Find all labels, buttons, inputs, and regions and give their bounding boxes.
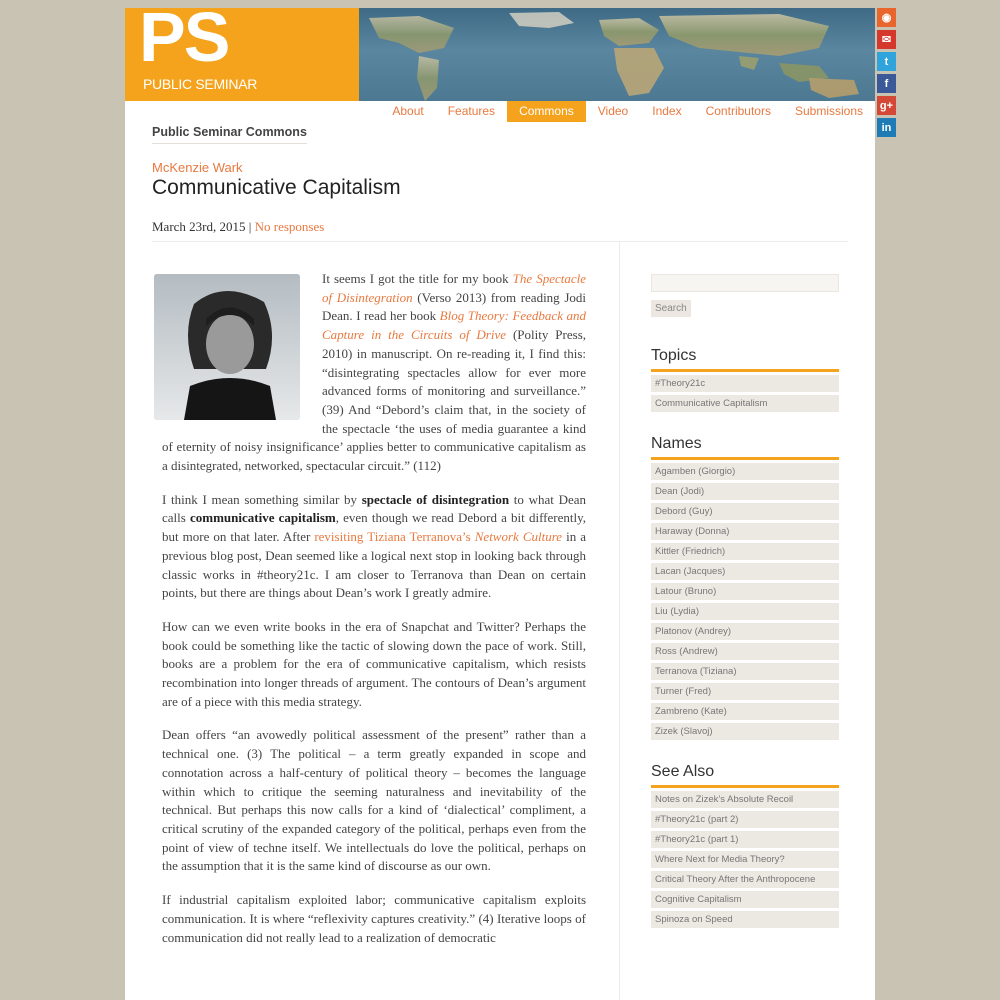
name-tag[interactable]: Lacan (Jacques)	[651, 563, 839, 580]
name-tag[interactable]: Kittler (Friedrich)	[651, 543, 839, 560]
nav-features[interactable]: Features	[447, 104, 496, 118]
name-tag[interactable]: Zambreno (Kate)	[651, 703, 839, 720]
post-meta	[152, 219, 324, 235]
name-tag[interactable]: Haraway (Donna)	[651, 523, 839, 540]
topic-tag[interactable]: #Theory21c	[651, 375, 839, 392]
topics-title: Topics	[651, 347, 839, 372]
responses-link[interactable]: No responses	[254, 219, 325, 234]
nav-about[interactable]: About	[392, 104, 424, 118]
post-author[interactable]: McKenzie Wark	[152, 160, 243, 175]
name-tag[interactable]: Platonov (Andrey)	[651, 623, 839, 640]
name-tag[interactable]: Turner (Fred)	[651, 683, 839, 700]
portrait-image	[154, 274, 300, 420]
see-also-link[interactable]: Critical Theory After the Anthropocene	[651, 871, 839, 888]
page	[125, 8, 875, 1000]
article-paragraph-2: I think I mean something similar by spectacle of disintegration to what Dean calls communicative capitalism, even though we read Debord a bit differently, but more on that later. After revisiting Tiziana Terranova’s Network Culture in a previous blog post, Dean seemed like a logical next stop in looking back through classic works in #theory21c. I am closer to Terranova than Dean on certain points, but there are things about Dean’s work I greatly admire.	[162, 491, 587, 601]
name-tag[interactable]: Latour (Bruno)	[651, 583, 839, 600]
nav-index[interactable]: Index	[652, 104, 682, 118]
site-logo[interactable]	[125, 8, 359, 101]
names-title: Names	[651, 435, 839, 460]
article-paragraph-5: If industrial capitalism exploited labor; communicative capitalism exploits communication. It is where “reflexivity captures creativity.” (4) Iterative loops of communication did not really lead to a realization of democratic	[162, 892, 586, 945]
nav-submissions[interactable]: Submissions	[794, 104, 863, 118]
world-map-graphic	[359, 8, 875, 101]
see-also-link[interactable]: Notes on Zizek’s Absolute Recoil	[651, 791, 839, 808]
column-divider	[619, 242, 620, 1000]
see-also-link[interactable]: Spinoza on Speed	[651, 911, 839, 928]
topics-list	[651, 375, 839, 412]
social-bar	[877, 8, 896, 140]
nav-commons[interactable]: Commons	[507, 101, 586, 122]
meta-separator: |	[245, 219, 255, 234]
logo-letters: PS	[139, 8, 229, 76]
search-button[interactable]: Search	[651, 300, 691, 317]
author-portrait	[154, 274, 300, 420]
article-paragraph-1: It seems I got the title for my book The Spectacle of Disintegration (Verso 2013) from reading Jodi Dean. I read her book Blog Theory: Feedback and Capture in the Circuits of Drive (Polity Press, 2010) in manuscript. On re-reading it, I find this: “disintegrating spectacles allow for ever more advanced forms of monitoring and surveillance.” (39) And “Debord’s claim that, in the society of the spectacle ‘the uses of media guarantee a kind of eternity of noisy insignificance’ applies better to communicative capitalism as a disintegrated, networked, spectacular circuit.” (112)	[162, 270, 586, 476]
link-network-culture[interactable]: Network Culture	[474, 529, 563, 545]
name-tag[interactable]: Debord (Guy)	[651, 503, 839, 520]
search-input[interactable]	[651, 274, 839, 292]
rss-icon[interactable]: ◉	[877, 8, 896, 27]
link-revisiting-terranova[interactable]: revisiting Tiziana Terranova’s	[314, 529, 475, 545]
post-title: Communicative Capitalism	[152, 176, 401, 199]
link-spectacle-of-disintegration[interactable]: The Spectacle of Disintegration	[322, 271, 586, 305]
name-tag[interactable]: Dean (Jodi)	[651, 483, 839, 500]
email-icon[interactable]: ✉	[877, 30, 896, 49]
see-also-list	[651, 791, 839, 928]
linkedin-icon[interactable]: in	[877, 118, 896, 137]
name-tag[interactable]: Terranova (Tiziana)	[651, 663, 839, 680]
article-body	[162, 270, 586, 962]
see-also-link[interactable]: Cognitive Capitalism	[651, 891, 839, 908]
main-nav	[380, 101, 875, 122]
logo-subtitle: PUBLIC SEMINAR	[143, 76, 258, 92]
see-also-link[interactable]: Where Next for Media Theory?	[651, 851, 839, 868]
world-map-banner	[359, 8, 875, 101]
post-date: March 23rd, 2015	[152, 219, 246, 234]
name-tag[interactable]: Agamben (Giorgio)	[651, 463, 839, 480]
name-tag[interactable]: Liu (Lydia)	[651, 603, 839, 620]
name-tag[interactable]: Ross (Andrew)	[651, 643, 839, 660]
names-list	[651, 463, 839, 740]
sidebar	[651, 274, 839, 931]
link-blog-theory[interactable]: Blog Theory: Feedback and Capture in the Circuits of Drive	[322, 308, 586, 343]
topic-tag[interactable]: Communicative Capitalism	[651, 395, 839, 412]
site-header	[125, 8, 875, 101]
name-tag[interactable]: Zizek (Slavoj)	[651, 723, 839, 740]
article-paragraph-4: Dean offers “an avowedly political assessment of the present” rather than a technical one. (3) The political – a term greatly expanded in scope and connotation across a half-century of political theory – becomes the language within which to critique the seeming naturalness and inevitability of the technical. But perhaps this now calls for a kind of ‘dialectical’ compliment, a critical scrutiny of the expanded category of the political, perhaps even from the point of view of techne itself. We intellectuals do love the political, perhaps on the assumption that it is the same kind of discourse as our own.	[162, 727, 586, 874]
see-also-link[interactable]: #Theory21c (part 1)	[651, 831, 839, 848]
see-also-link[interactable]: #Theory21c (part 2)	[651, 811, 839, 828]
twitter-icon[interactable]: t	[877, 52, 896, 71]
nav-contributors[interactable]: Contributors	[705, 104, 771, 118]
article-paragraph-3: How can we even write books in the era of Snapchat and Twitter? Perhaps the book could be something like the tactic of slowing down the pace of work. Still, books are a problem for the era of communicative capitalism, which resists recombination into longer threads of argument. The contours of Dean’s argument are of a piece with this media strategy.	[162, 618, 586, 709]
see-also-title: See Also	[651, 763, 839, 788]
facebook-icon[interactable]: f	[877, 74, 896, 93]
googleplus-icon[interactable]: g+	[877, 96, 896, 115]
section-title[interactable]: Public Seminar Commons	[152, 125, 307, 144]
nav-video[interactable]: Video	[597, 104, 629, 118]
meta-divider	[152, 241, 848, 242]
